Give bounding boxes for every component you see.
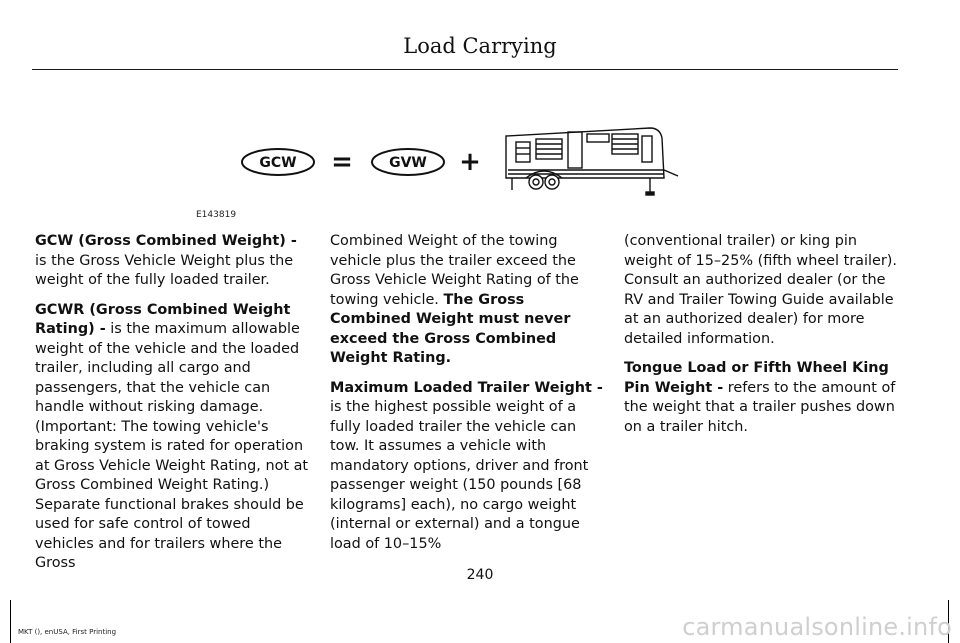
crop-mark-left	[10, 600, 11, 643]
gcw-text: is the Gross Vehicle Weight plus the weight of the fully loaded trailer.	[35, 252, 294, 288]
tongue-load-term: Tongue Load or Fifth Wheel King Pin Weight -	[624, 360, 889, 396]
gcwr-continued	[330, 232, 606, 369]
max-trailer-weight-continued: (conventional trailer) or king pin weight of 15–25% (fifth wheel trailer). Consult an authorized dealer (or the RV and Trailer Towing Guide available at an authorized dealer) for more detailed information.	[624, 233, 897, 347]
max-trailer-weight-definition	[330, 379, 606, 555]
gvw-oval-label: GVW	[389, 155, 427, 171]
gcwr-text: is the maximum allowable weight of the vehicle and the loaded trailer, including all cargo and passengers, that the vehicle can handle without risking damage. (Important: The towing vehicle's braking system is rated for operation at Gross Vehicle Weight Rating, not at Gross Combined Weight Rating.) Separate functional brakes should be used for safe control of towed vehicles and for trailers where the Gross	[35, 321, 309, 571]
gcwr-term: GCWR (Gross Combined Weight Rating) -	[35, 301, 291, 337]
gcw-term: GCW (Gross Combined Weight) -	[35, 233, 297, 249]
text-column-3	[624, 232, 900, 447]
gcw-oval	[242, 149, 314, 175]
tongue-load-text: refers to the amount of the weight that a trailer pushes down on a trailer hitch.	[624, 379, 896, 435]
equals-sign: =	[331, 147, 353, 177]
gcwr-continued-text: Combined Weight of the towing vehicle plus the trailer exceed the Gross Vehicle Weight Rating of the towing vehicle.	[330, 233, 579, 308]
watermark: carmanualsonline.info	[682, 613, 952, 641]
page-title: Load Carrying	[403, 34, 557, 58]
travel-trailer-icon	[506, 128, 678, 195]
gcw-warning: The Gross Combined Weight must never exceed the Gross Combined Weight Rating.	[330, 291, 571, 366]
page-number: 240	[466, 567, 494, 583]
text-column-2	[330, 232, 606, 564]
text-column-1	[35, 232, 311, 584]
figure-id: E143819	[196, 210, 237, 220]
plus-sign: +	[459, 147, 481, 177]
tongue-load-definition	[624, 359, 900, 437]
gcw-definition	[35, 232, 311, 291]
print-info: MKT (), enUSA, First Printing	[18, 628, 117, 636]
gcw-equation-svg	[240, 112, 680, 204]
max-trailer-weight-term: Maximum Loaded Trailer Weight -	[330, 379, 603, 396]
gcwr-definition	[35, 301, 311, 574]
gcw-oval-label: GCW	[259, 155, 297, 171]
gcw-equation-figure	[240, 112, 680, 204]
header-divider	[32, 69, 898, 70]
gvw-oval	[372, 149, 444, 175]
max-trailer-weight-text: is the highest possible weight of a fully loaded trailer the vehicle can tow. It assumes a vehicle with mandatory options, driver and front passenger weight (150 pounds [68 kilograms] each), no cargo weight (internal or external) and a tongue load of 10–15%	[330, 399, 589, 552]
